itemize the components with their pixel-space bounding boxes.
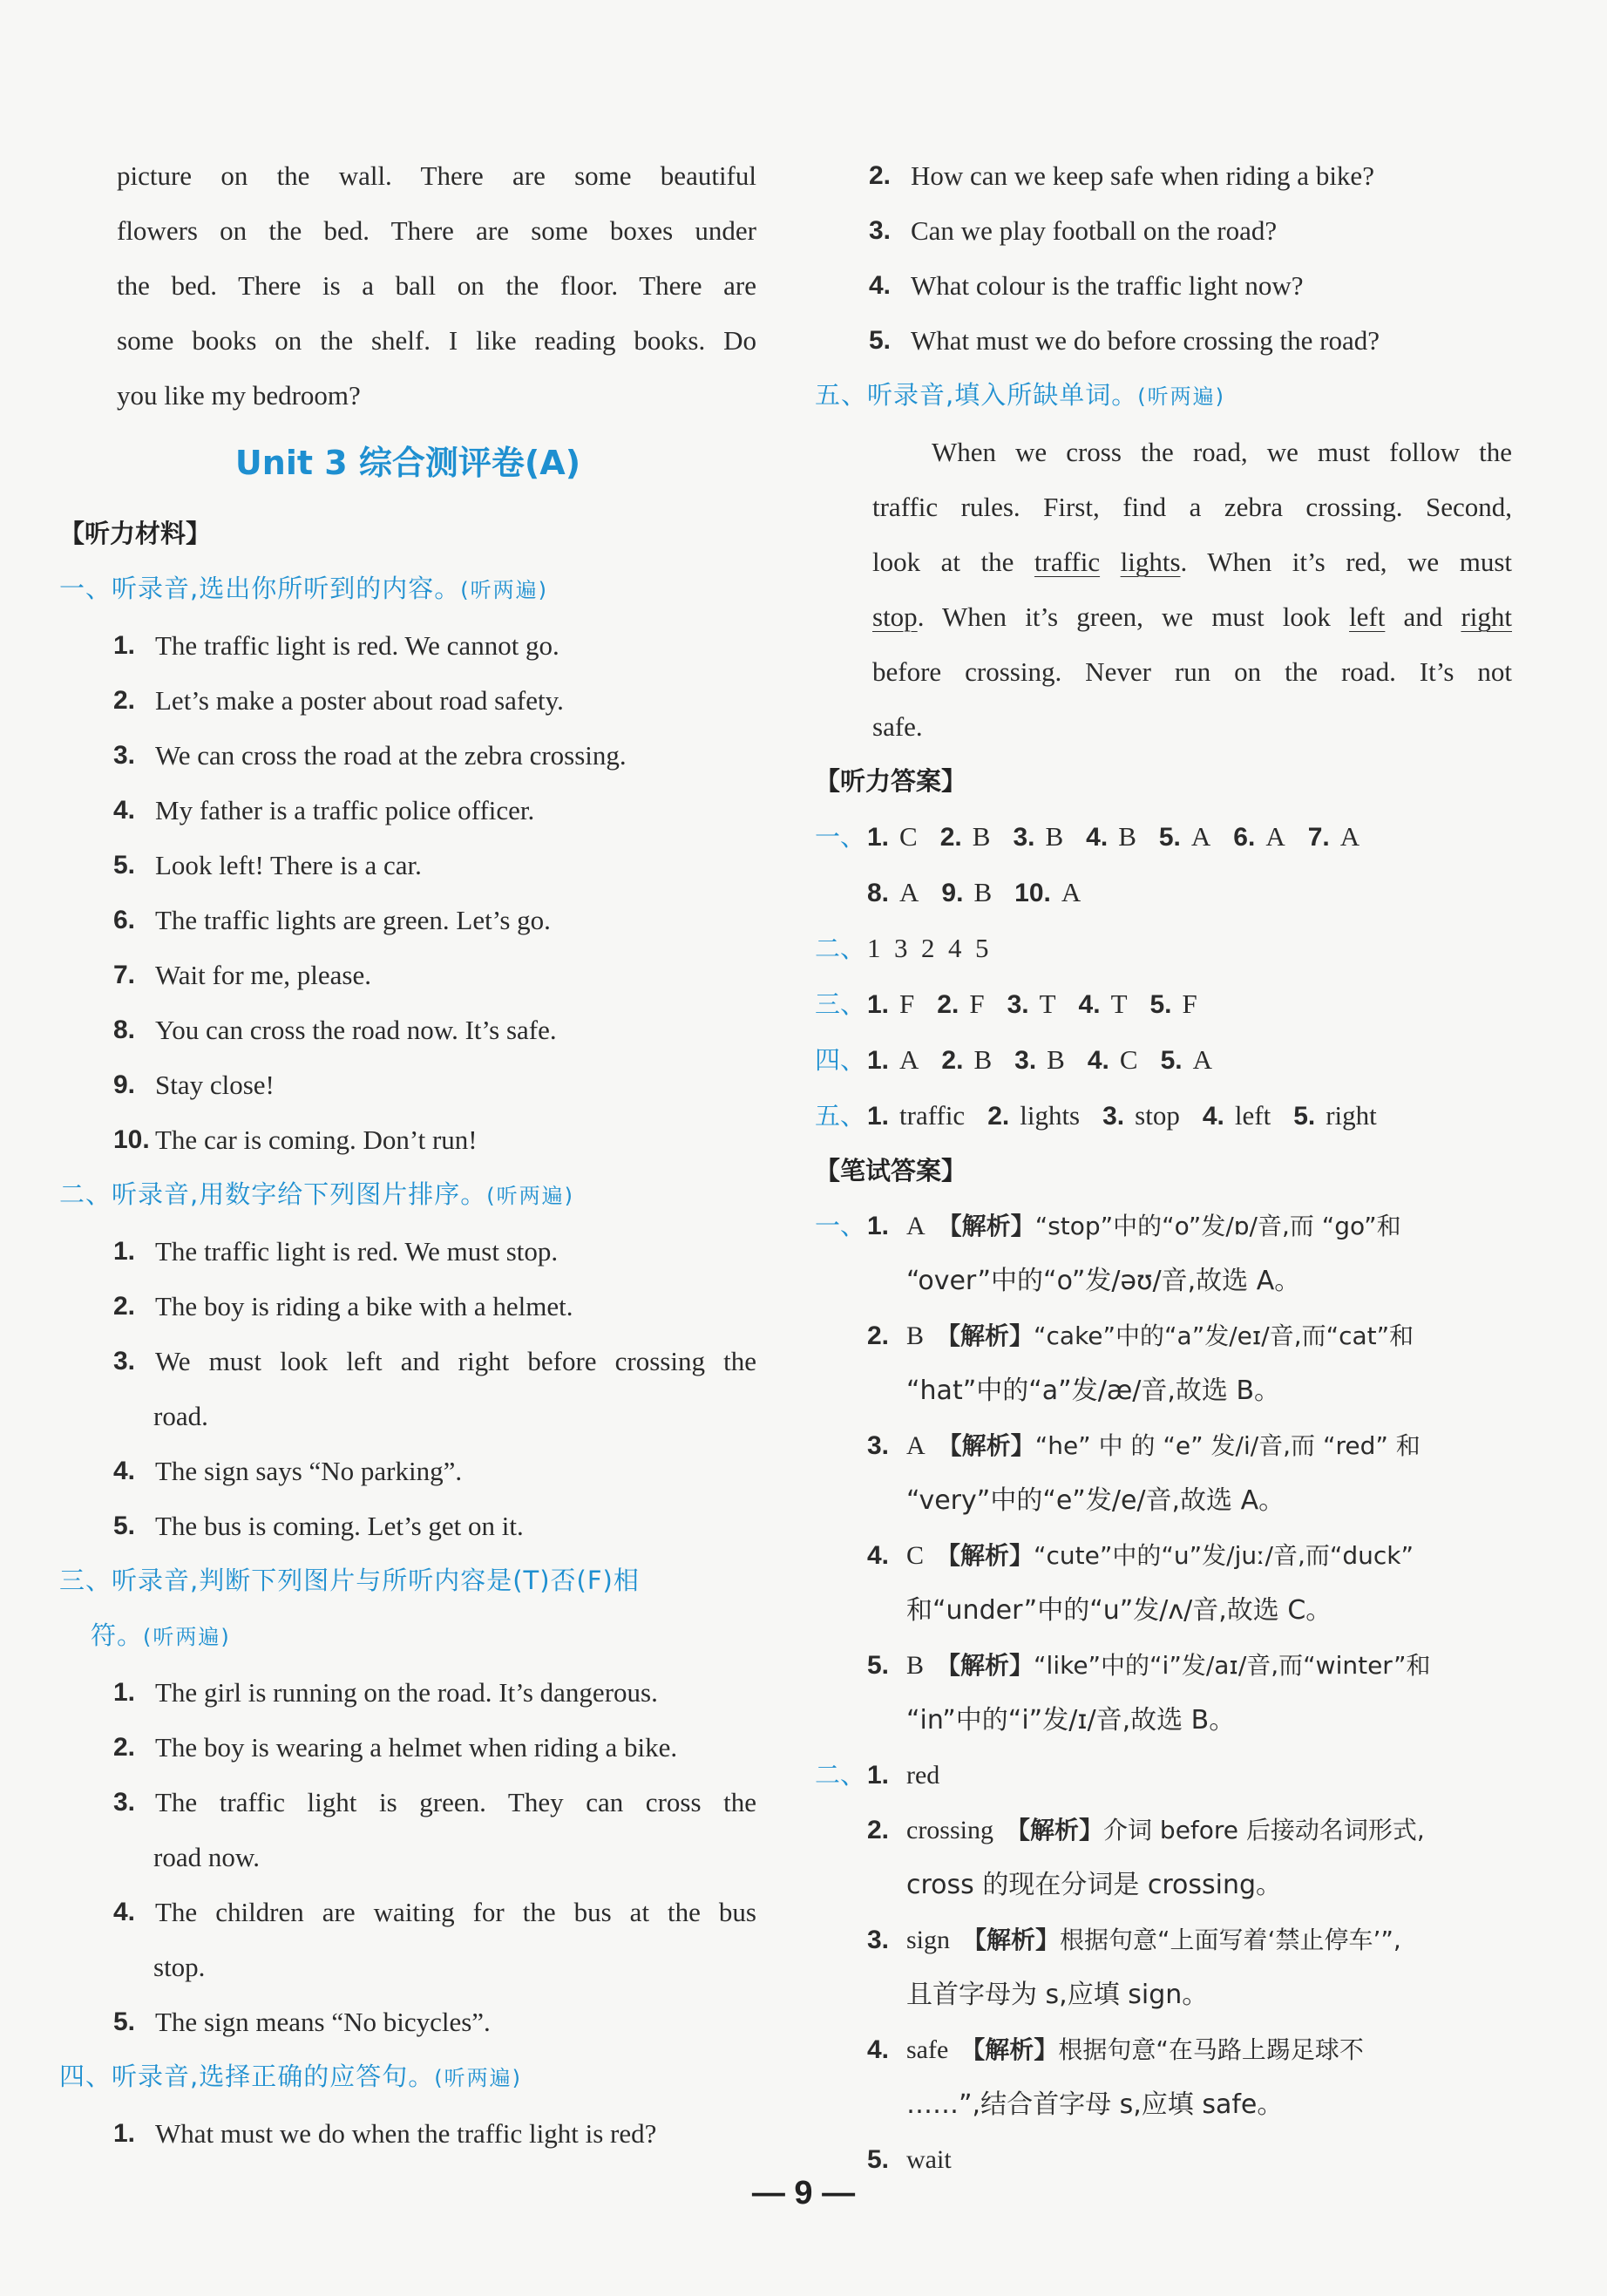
list-item: 5. The bus is coming. Let’s get on it. xyxy=(113,1511,524,1541)
answer-row: 一、 1. C 2. B 3. B 4. B 5. A 6. A 7. A xyxy=(815,821,1360,852)
written-answers-header: 【笔试答案】 xyxy=(815,1156,967,1185)
intro-line: the bed. There is a ball on the floor. There are xyxy=(117,270,756,301)
section-1-title: 一、听录音,选出你所听到的内容。(听两遍) xyxy=(59,574,548,603)
written-answer-continuation: 和“under”中的“u”发/ʌ/音,故选 C。 xyxy=(906,1595,1332,1626)
intro-line: some books on the shelf. I like reading books. Do xyxy=(117,325,756,356)
section-3-title: 三、听录音,判断下列图片与所听内容是(T)否(F)相 xyxy=(59,1566,640,1595)
written-answer: 5. wait xyxy=(867,2145,952,2174)
section-3-title-cont: 符。(听两遍) xyxy=(91,1620,231,1650)
section-hint: (听两遍) xyxy=(460,578,548,602)
answer-row: 五、 1. traffic 2. lights 3. stop 4. left 5. right xyxy=(815,1100,1377,1131)
answer-row: 四、 1. A 2. B 3. B 4. C 5. A xyxy=(815,1044,1212,1075)
list-item: 5. The sign means “No bicycles”. xyxy=(113,2007,491,2037)
list-item: 5. What must we do before crossing the road? xyxy=(869,325,1380,356)
section-hint: (听两遍) xyxy=(434,2066,522,2090)
section-hint: (听两遍) xyxy=(143,1625,231,1649)
list-item: 4. The children are waiting for the bus at the bus xyxy=(113,1897,756,1927)
written-answer: 3. A 【解析】“he” 中 的 “e” 发/i/音,而 “red” 和 xyxy=(867,1431,1421,1460)
written-answer: 二、 1. red xyxy=(815,1760,940,1790)
answer-row: 三、 1. F 2. F 3. T 4. T 5. F xyxy=(815,988,1197,1019)
section-2-title: 二、听录音,用数字给下列图片排序。(听两遍) xyxy=(59,1179,574,1209)
intro-line: picture on the wall. There are some beautiful xyxy=(117,160,756,191)
unit-title: Unit 3 综合测评卷(A) xyxy=(234,444,581,482)
list-item: 6. The traffic lights are green. Let’s go. xyxy=(113,905,551,935)
list-item-continuation: stop. xyxy=(153,1952,206,1982)
list-item: 5. Look left! There is a car. xyxy=(113,850,422,880)
intro-line: flowers on the bed. There are some boxes under xyxy=(117,215,756,246)
list-item: 9. Stay close! xyxy=(113,1070,275,1100)
list-item: 1. What must we do when the traffic light is red? xyxy=(113,2118,657,2149)
section-5-title: 五、听录音,填入所缺单词。(听两遍) xyxy=(815,380,1225,410)
list-item: 1. The girl is running on the road. It’s dangerous. xyxy=(113,1677,658,1708)
listening-material-header: 【听力材料】 xyxy=(59,519,212,548)
list-item: 2. Let’s make a poster about road safety. xyxy=(113,685,564,716)
blank-answer: lights xyxy=(1120,547,1181,577)
written-answer-continuation: ……”,结合首字母 s,应填 safe。 xyxy=(906,2089,1284,2120)
written-answer-continuation: cross 的现在分词是 crossing。 xyxy=(906,1870,1283,1900)
list-item-continuation: road. xyxy=(153,1401,208,1431)
list-item: 1. The traffic light is red. We must stop. xyxy=(113,1236,559,1267)
written-answer: 5. B 【解析】“like”中的“i”发/aɪ/音,而“winter”和 xyxy=(867,1651,1431,1680)
passage-line: look at the traffic lights. When it’s red, we must xyxy=(872,547,1512,577)
written-answer-continuation: “over”中的“o”发/əʊ/音,故选 A。 xyxy=(906,1266,1301,1296)
section-hint: (听两遍) xyxy=(486,1184,574,1208)
written-answer: 一、 1. A 【解析】“stop”中的“o”发/ɒ/音,而 “go”和 xyxy=(815,1211,1401,1240)
listening-answers-header: 【听力答案】 xyxy=(815,766,967,796)
written-answer-continuation: 且首字母为 s,应填 sign。 xyxy=(906,1980,1209,2010)
written-answer: 4. C 【解析】“cute”中的“u”发/juː/音,而“duck” xyxy=(867,1541,1414,1570)
list-item: 3. We can cross the road at the zebra crossing. xyxy=(113,740,627,771)
list-item: 7. Wait for me, please. xyxy=(113,960,371,990)
written-answer-continuation: “very”中的“e”发/e/音,故选 A。 xyxy=(906,1485,1285,1516)
passage-line: When we cross the road, we must follow the xyxy=(932,437,1512,467)
intro-line: you like my bedroom? xyxy=(117,380,361,411)
answer-row: 8. A 9. B 10. A xyxy=(867,877,1082,907)
written-answer: 2. B 【解析】“cake”中的“a”发/eɪ/音,而“cat”和 xyxy=(867,1321,1414,1350)
list-item: 4. What colour is the traffic light now? xyxy=(869,270,1304,301)
written-answer: 2. crossing 【解析】介词 before 后接动名词形式, xyxy=(867,1816,1425,1844)
blank-answer: right xyxy=(1461,601,1512,632)
list-item: 2. How can we keep safe when riding a bike? xyxy=(869,160,1374,191)
passage-line: before crossing. Never run on the road. It’s not xyxy=(872,656,1512,687)
list-item: 8. You can cross the road now. It’s safe. xyxy=(113,1015,557,1045)
section-4-title: 四、听录音,选择正确的应答句。(听两遍) xyxy=(59,2062,522,2091)
list-item-continuation: road now. xyxy=(153,1842,260,1872)
list-item: 3. We must look left and right before crossing the xyxy=(113,1346,756,1376)
section-hint: (听两遍) xyxy=(1137,384,1225,409)
written-answer-continuation: “in”中的“i”发/ɪ/音,故选 B。 xyxy=(906,1705,1236,1736)
passage-line: stop. When it’s green, we must look left and right xyxy=(872,601,1512,632)
answer-row: 二、 1 3 2 4 5 xyxy=(815,933,989,963)
left-column xyxy=(59,148,756,2161)
list-item: 2. The boy is wearing a helmet when riding a bike. xyxy=(113,1732,678,1763)
list-item: 3. The traffic light is green. They can cross the xyxy=(113,1787,756,1817)
page-number: — 9 — xyxy=(751,2175,856,2211)
written-answer-continuation: “hat”中的“a”发/æ/音,故选 B。 xyxy=(906,1376,1281,1406)
written-answer: 3. sign 【解析】根据句意“上面写着‘禁止停车’”, xyxy=(867,1926,1401,1954)
blank-answer: stop xyxy=(872,601,918,632)
list-item: 4. The sign says “No parking”. xyxy=(113,1456,463,1486)
list-item: 10. The car is coming. Don’t run! xyxy=(113,1124,478,1155)
list-item: 4. My father is a traffic police officer. xyxy=(113,795,535,825)
list-item: 2. The boy is riding a bike with a helmet. xyxy=(113,1291,573,1321)
written-answer: 4. safe 【解析】根据句意“在马路上踢足球不 xyxy=(867,2035,1364,2064)
right-column xyxy=(815,148,1512,2187)
blank-answer: traffic xyxy=(1034,547,1101,577)
list-item: 3. Can we play football on the road? xyxy=(869,215,1278,246)
blank-answer: left xyxy=(1349,601,1386,632)
passage-line: safe. xyxy=(872,711,923,742)
passage-line: traffic rules. First, find a zebra crossing. Second, xyxy=(872,492,1512,522)
list-item: 1. The traffic light is red. We cannot go. xyxy=(113,630,559,661)
